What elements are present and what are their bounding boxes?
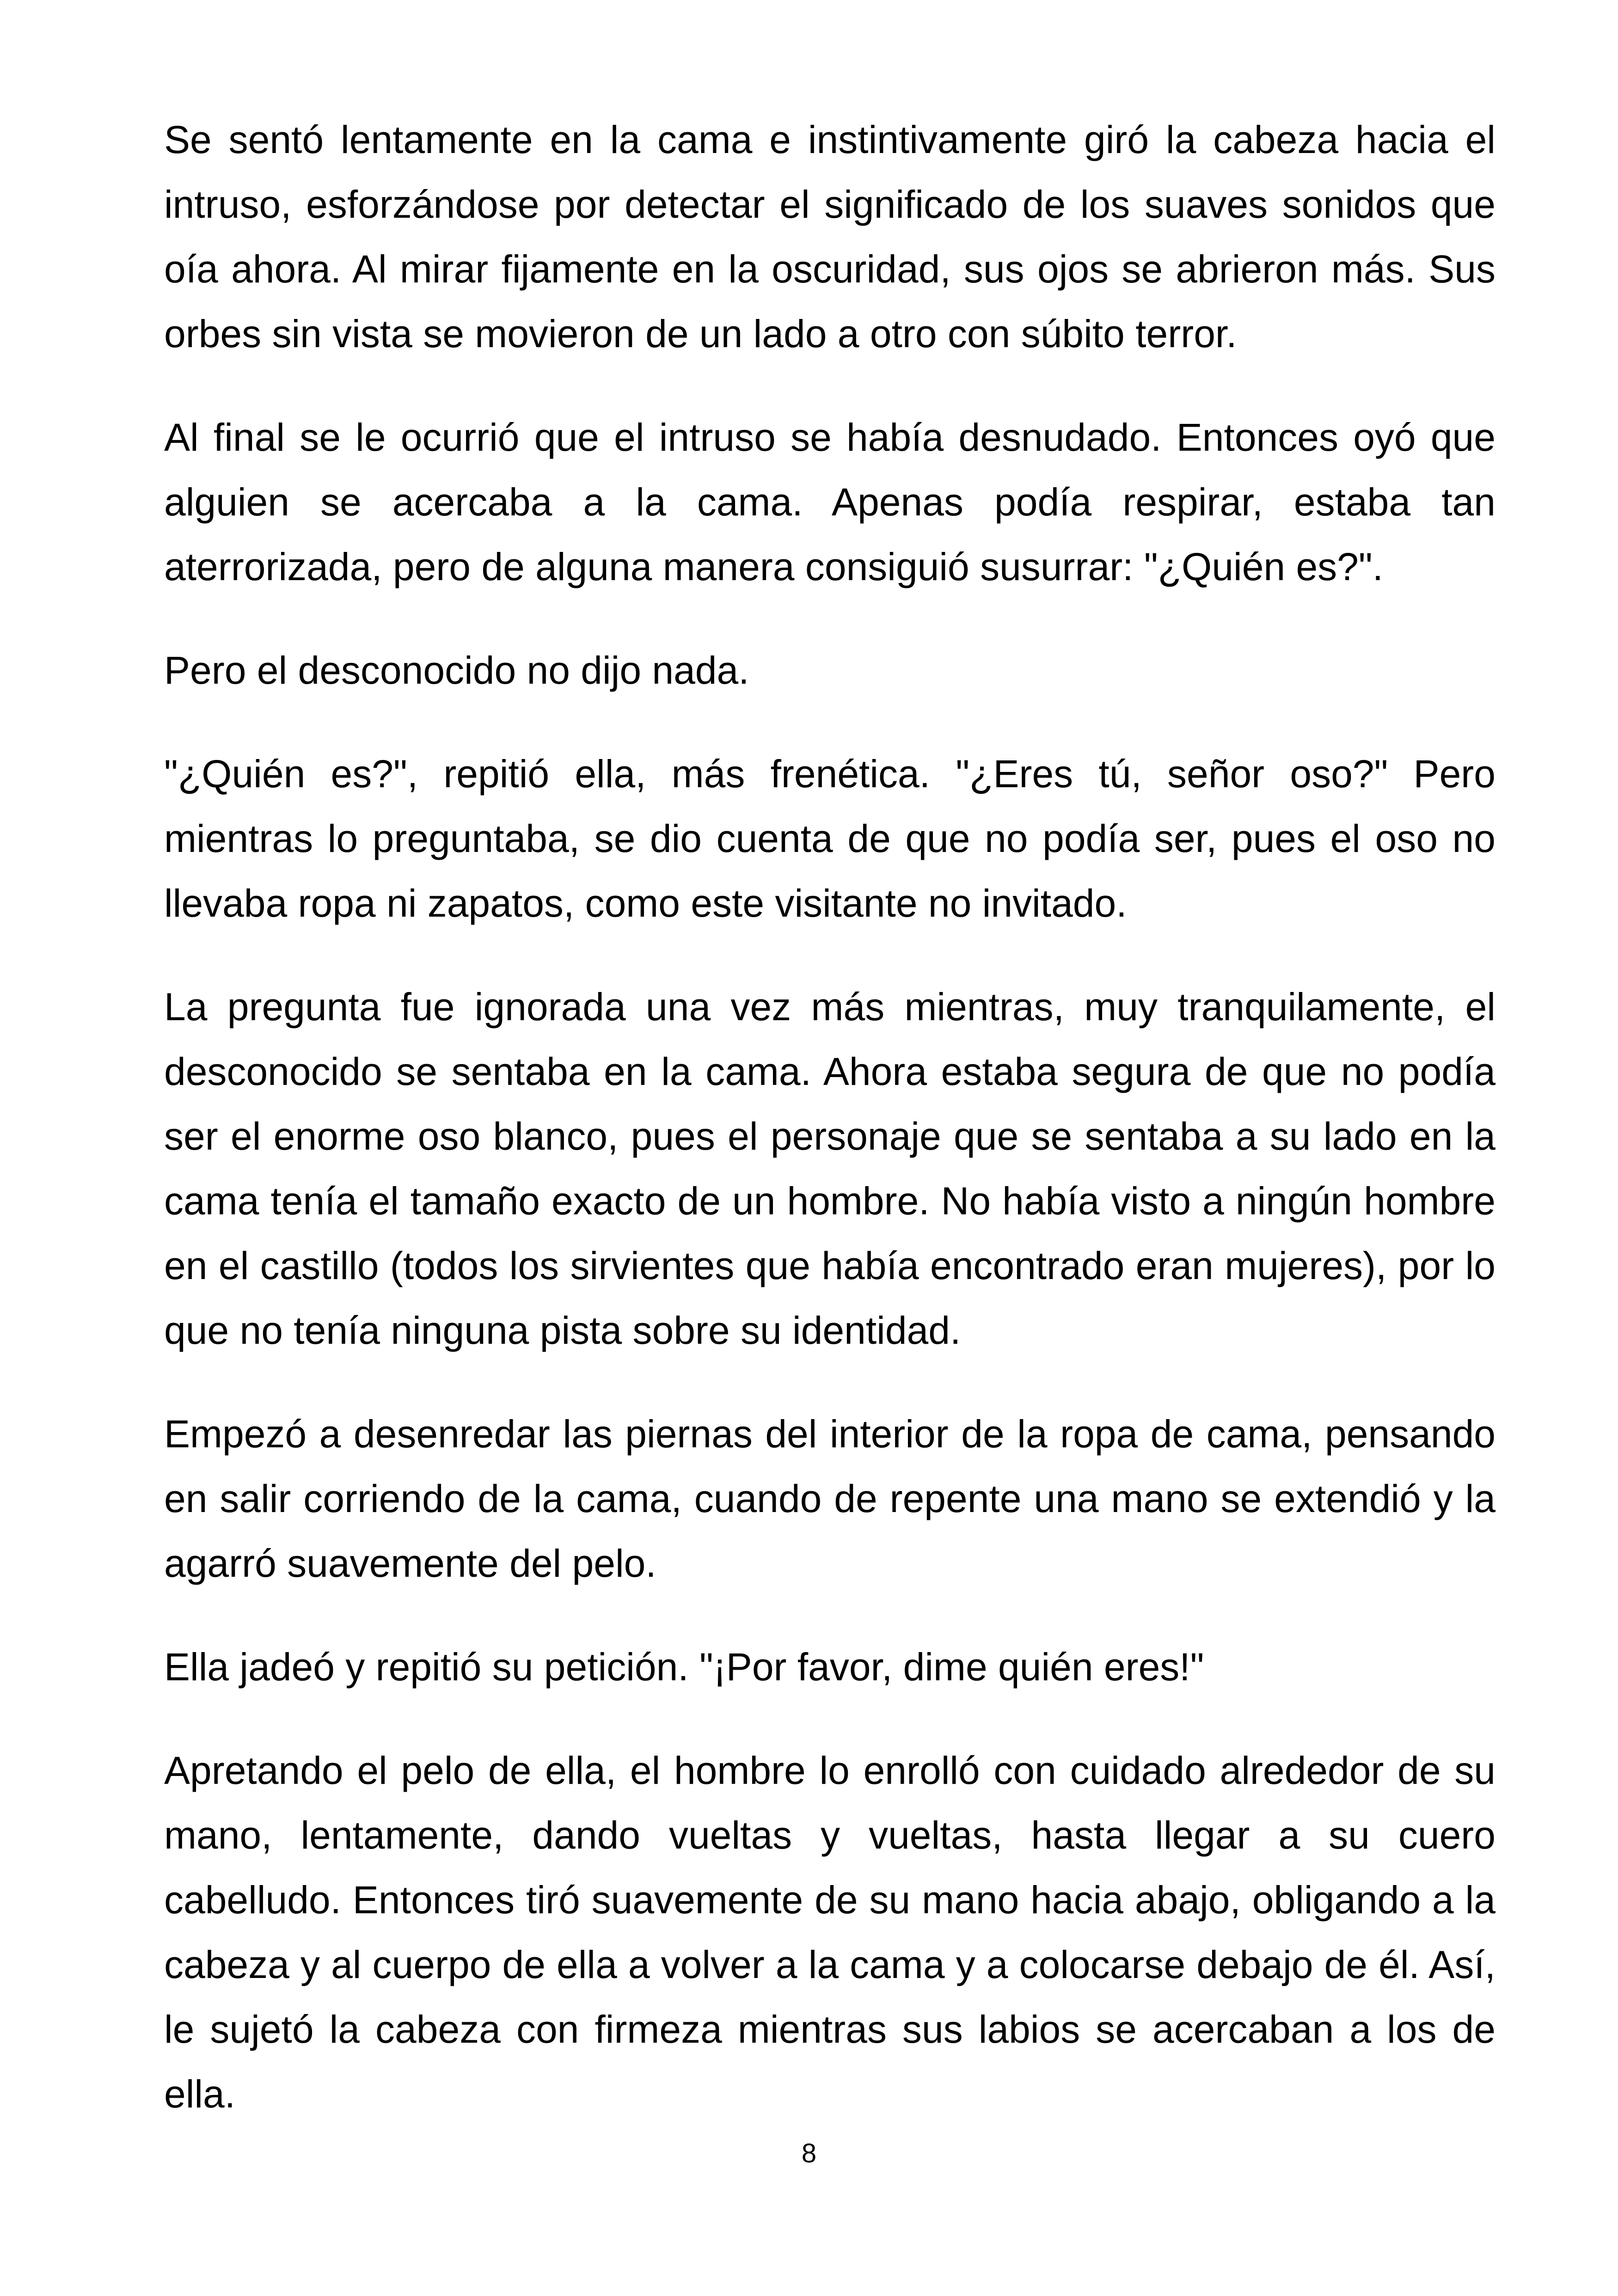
page-number: 8 — [801, 2138, 817, 2168]
paragraph-7: Ella jadeó y repitió su petición. "¡Por favor, dime quién eres!" — [164, 1645, 1204, 1689]
paragraph-4: "¿Quién es?", repitió ella, más frenética. "¿Eres tú, señor oso?" Pero mientras lo preguntaba, se dio cuenta de que no podía ser, pues el oso no llevaba ropa ni zapatos, como este visitante no invitado. — [164, 752, 1495, 925]
paragraph-1: Se sentó lentamente en la cama e instintivamente giró la cabeza hacia el intruso, esforzándose por detectar el significado de los suaves sonidos que oía ahora. Al mirar fijamente en la oscuridad, sus ojos se abrieron más. Sus orbes sin vista se movieron de un lado a otro con súbito terror. — [164, 118, 1495, 355]
body-text — [164, 107, 1495, 2126]
paragraph-3: Pero el desconocido no dijo nada. — [164, 649, 749, 692]
paragraph-5: La pregunta fue ignorada una vez más mientras, muy tranquilamente, el desconocido se sentaba en la cama. Ahora estaba segura de que no podía ser el enorme oso blanco, pues el personaje que se sentaba a su lado en la cama tenía el tamaño exacto de un hombre. No había visto a ningún hombre en el castillo (todos los sirvientes que había encontrado eran mujeres), por lo que no tenía ninguna pista sobre su identidad. — [164, 985, 1495, 1352]
paragraph-8: Apretando el pelo de ella, el hombre lo enrolló con cuidado alrededor de su mano, lentamente, dando vueltas y vueltas, hasta llegar a su cuero cabelludo. Entonces tiró suavemente de su mano hacia abajo, obligando a la cabeza y al cuerpo de ella a volver a la cama y a colocarse debajo de él. Así, le sujetó la cabeza con firmeza mientras sus labios se acercaban a los de ella. — [164, 1749, 1495, 2116]
paragraph-6: Empezó a desenredar las piernas del interior de la ropa de cama, pensando en salir corriendo de la cama, cuando de repente una mano se extendió y la agarró suavemente del pelo. — [164, 1412, 1495, 1585]
paragraph-2: Al final se le ocurrió que el intruso se había desnudado. Entonces oyó que alguien se acercaba a la cama. Apenas podía respirar, estaba tan aterrorizada, pero de alguna manera consiguió susurrar: "¿Quién es?". — [164, 416, 1495, 588]
